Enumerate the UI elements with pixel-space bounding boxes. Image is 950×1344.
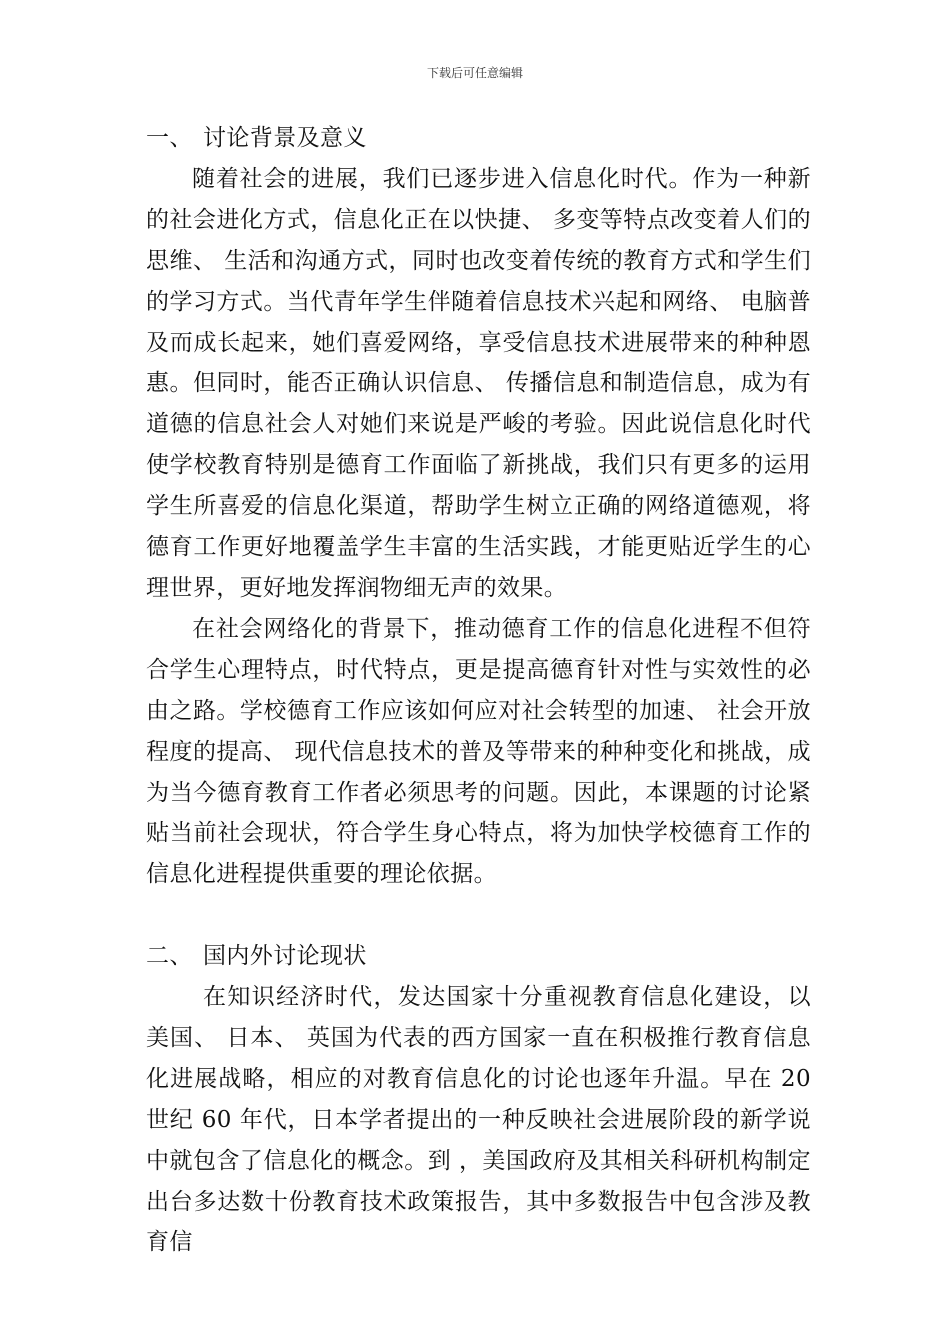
body-paragraph: 随着社会的进展，我们已逐步进入信息化时代。作为一种新的社会进化方式，信息化正在以快捷、 多变等特点改变着人们的思维、 生活和沟通方式，同时也改变着传统的教育方式和学生们的学习方式。当代青年学生伴随着信息技术兴起和网络、 电脑普及而成长起来，她们喜爱网络，享受信息技术进展带来的种种恩惠。但同时，能否正确认识信息、 传播信息和制造信息，成为有道德的信息社会人对她们来说是严峻的考验。因此说信息化时代使学校教育特别是德育工作面临了新挑战，我们只有更多的运用学生所喜爱的信息化渠道，帮助学生树立正确的网络道德观，将德育工作更好地覆盖学生丰富的生活实践，才能更贴近学生的心理世界，更好地发挥润物细无声的效果。 xyxy=(146,165,811,601)
section-title: 讨论背景及意义 xyxy=(203,125,367,151)
section-title: 国内外讨论现状 xyxy=(203,943,367,970)
section-heading xyxy=(146,118,811,159)
section-spacer xyxy=(146,895,811,936)
section-number: 二、 xyxy=(146,943,193,970)
document-body xyxy=(146,118,811,1263)
section-heading xyxy=(146,936,811,977)
page-header: 下载后可任意编辑 xyxy=(426,66,523,80)
body-paragraph: 在知识经济时代，发达国家十分重视教育信息化建设，以美国、 日本、 英国为代表的西方国家一直在积极推行教育信息化进展战略，相应的对教育信息化的讨论也逐年升温。早在 20 世纪 60 年代，日本学者提出的一种反映社会进展阶段的新学说中就包含了信息化的概念。到 ，美国政府及其相关科研机构制定出台多达数十份教育技术政策报告，其中多数报告中包含涉及教育信 xyxy=(146,984,811,1256)
section-number: 一、 xyxy=(146,125,193,151)
body-paragraph: 在社会网络化的背景下，推动德育工作的信息化进程不但符合学生心理特点，时代特点，更是提高德育针对性与实效性的必由之路。学校德育工作应该如何应对社会转型的加速、 社会开放程度的提高、 现代信息技术的普及等带来的种种变化和挑战，成为当今德育教育工作者必须思考的问题。因此，本课题的讨论紧贴当前社会现状，符合学生身心特点，将为加快学校德育工作的信息化进程提供重要的理论依据。 xyxy=(146,615,811,888)
